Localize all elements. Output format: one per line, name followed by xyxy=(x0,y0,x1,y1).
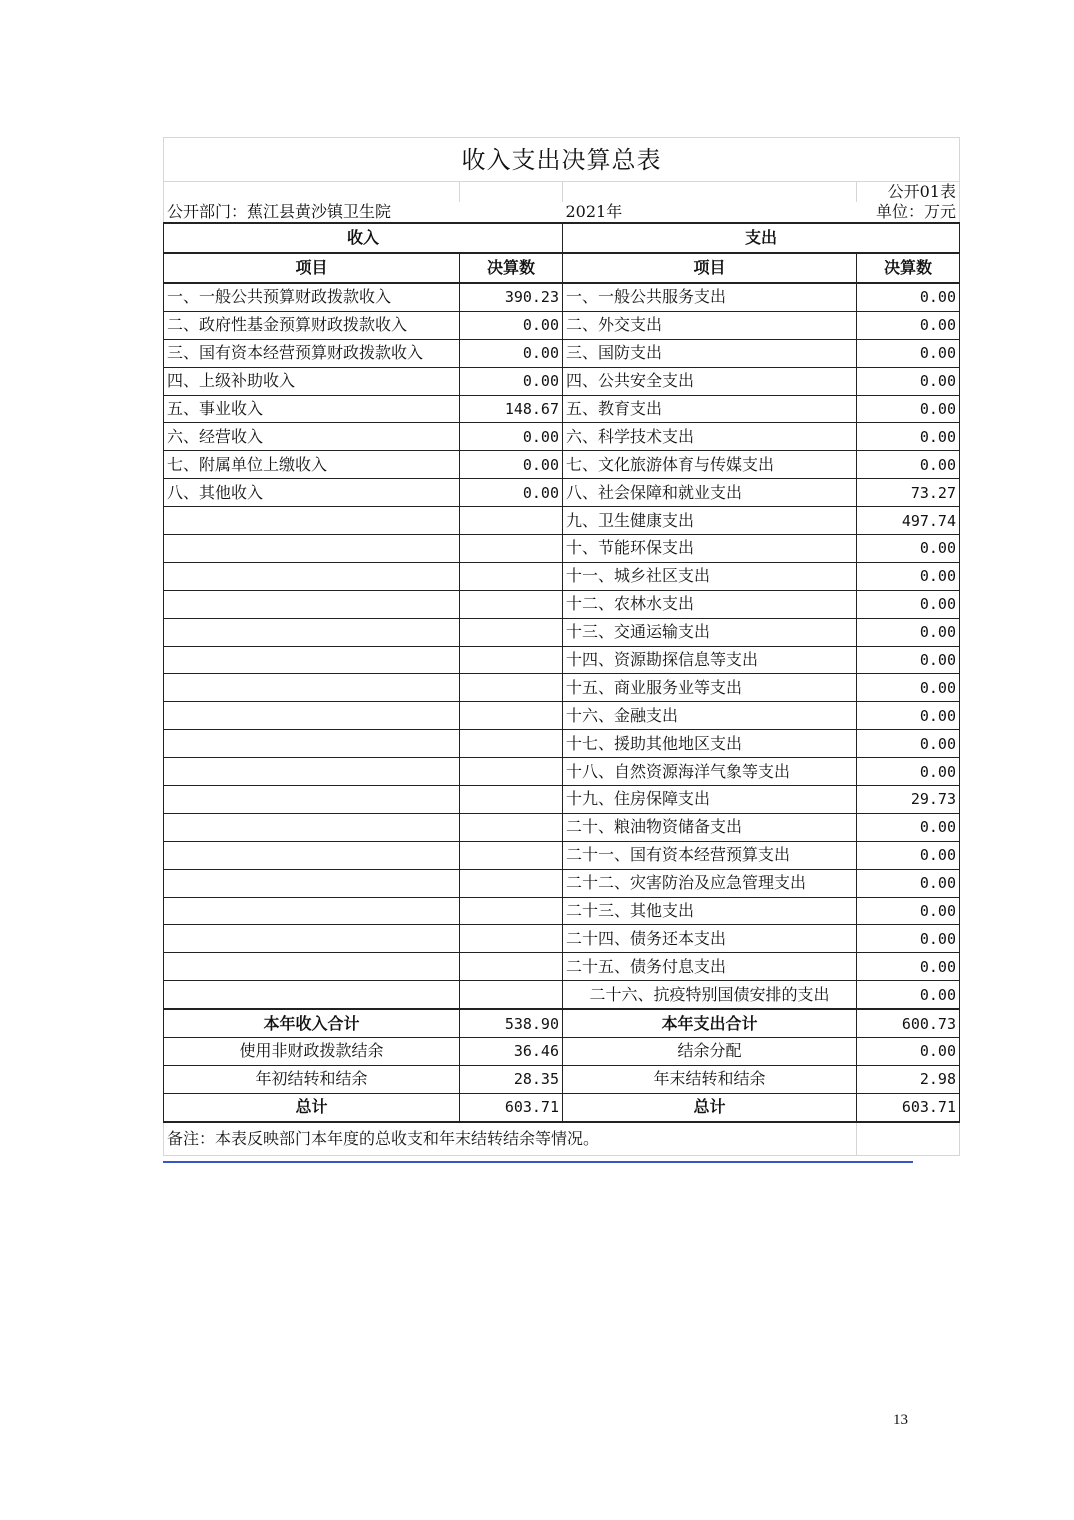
income-header: 收入 xyxy=(164,223,563,253)
income-item xyxy=(164,841,460,869)
income-amount xyxy=(460,925,563,953)
table-row xyxy=(164,395,960,423)
income-item xyxy=(164,869,460,897)
table-row xyxy=(164,590,960,618)
table-row xyxy=(164,339,960,367)
income-item xyxy=(164,674,460,702)
table-row xyxy=(164,367,960,395)
expense-amount: 0.00 xyxy=(857,590,960,618)
expense-item: 一、一般公共服务支出 xyxy=(563,283,857,311)
expense-item: 三、国防支出 xyxy=(563,339,857,367)
income-amount xyxy=(460,618,563,646)
expense-item: 六、科学技术支出 xyxy=(563,423,857,451)
income-item xyxy=(164,758,460,786)
expense-item: 五、教育支出 xyxy=(563,395,857,423)
blue-underline xyxy=(163,1161,913,1163)
income-amount xyxy=(460,646,563,674)
summary-income-item: 使用非财政拨款结余 xyxy=(164,1038,460,1066)
income-amount: 0.00 xyxy=(460,451,563,479)
income-item xyxy=(164,618,460,646)
year-label: 2021年 xyxy=(563,202,857,223)
income-amount xyxy=(460,869,563,897)
expense-amount: 0.00 xyxy=(857,897,960,925)
expense-item: 十四、资源勘探信息等支出 xyxy=(563,646,857,674)
income-item: 七、附属单位上缴收入 xyxy=(164,451,460,479)
income-item xyxy=(164,786,460,814)
table-row xyxy=(164,702,960,730)
summary-income-item: 总计 xyxy=(164,1093,460,1121)
income-item xyxy=(164,813,460,841)
income-amount: 148.67 xyxy=(460,395,563,423)
summary-income-item: 年初结转和结余 xyxy=(164,1065,460,1093)
expense-amount: 29.73 xyxy=(857,786,960,814)
income-amount: 0.00 xyxy=(460,311,563,339)
income-item: 八、其他收入 xyxy=(164,479,460,507)
summary-expense-amount: 603.71 xyxy=(857,1093,960,1121)
table-title: 收入支出决算总表 xyxy=(164,138,960,182)
expense-item: 二十、粮油物资储备支出 xyxy=(563,813,857,841)
summary-expense-item: 总计 xyxy=(563,1093,857,1121)
expense-amount: 0.00 xyxy=(857,618,960,646)
table-row xyxy=(164,618,960,646)
income-amount xyxy=(460,953,563,981)
income-amount xyxy=(460,674,563,702)
expense-amount: 0.00 xyxy=(857,311,960,339)
summary-income-amount: 603.71 xyxy=(460,1093,563,1121)
summary-row xyxy=(164,1009,960,1037)
income-amount-header: 决算数 xyxy=(460,253,563,283)
expense-amount: 0.00 xyxy=(857,395,960,423)
expense-item: 二十三、其他支出 xyxy=(563,897,857,925)
table-row xyxy=(164,758,960,786)
expense-amount: 0.00 xyxy=(857,981,960,1009)
expense-amount: 497.74 xyxy=(857,507,960,535)
income-item xyxy=(164,981,460,1009)
expense-item: 二十一、国有资本经营预算支出 xyxy=(563,841,857,869)
expense-item: 四、公共安全支出 xyxy=(563,367,857,395)
expense-amount: 0.00 xyxy=(857,562,960,590)
income-item: 五、事业收入 xyxy=(164,395,460,423)
table-row xyxy=(164,674,960,702)
income-item xyxy=(164,925,460,953)
table-row xyxy=(164,981,960,1009)
summary-expense-item: 本年支出合计 xyxy=(563,1009,857,1037)
table-row xyxy=(164,311,960,339)
note-row xyxy=(164,1122,960,1156)
table-row xyxy=(164,841,960,869)
table-row xyxy=(164,925,960,953)
expense-item: 八、社会保障和就业支出 xyxy=(563,479,857,507)
table-row xyxy=(164,730,960,758)
expense-item: 十七、援助其他地区支出 xyxy=(563,730,857,758)
income-amount xyxy=(460,590,563,618)
table-row xyxy=(164,646,960,674)
table-row xyxy=(164,953,960,981)
income-amount: 0.00 xyxy=(460,339,563,367)
page-number: 13 xyxy=(893,1412,908,1428)
expense-amount: 73.27 xyxy=(857,479,960,507)
income-amount xyxy=(460,535,563,563)
summary-income-amount: 538.90 xyxy=(460,1009,563,1037)
expense-amount: 0.00 xyxy=(857,283,960,311)
income-expense-table xyxy=(163,137,960,1156)
expense-item: 二、外交支出 xyxy=(563,311,857,339)
income-amount: 0.00 xyxy=(460,479,563,507)
summary-income-amount: 36.46 xyxy=(460,1038,563,1066)
expense-item: 十九、住房保障支出 xyxy=(563,786,857,814)
table-row xyxy=(164,813,960,841)
income-amount xyxy=(460,702,563,730)
expense-amount: 0.00 xyxy=(857,730,960,758)
expense-item: 九、卫生健康支出 xyxy=(563,507,857,535)
income-amount xyxy=(460,897,563,925)
income-amount: 390.23 xyxy=(460,283,563,311)
income-amount xyxy=(460,841,563,869)
expense-item: 七、文化旅游体育与传媒支出 xyxy=(563,451,857,479)
income-item xyxy=(164,646,460,674)
expense-amount: 0.00 xyxy=(857,841,960,869)
expense-item: 十六、金融支出 xyxy=(563,702,857,730)
table-row xyxy=(164,423,960,451)
income-item xyxy=(164,897,460,925)
expense-amount: 0.00 xyxy=(857,339,960,367)
expense-amount: 0.00 xyxy=(857,535,960,563)
income-amount xyxy=(460,730,563,758)
expense-item-header: 项目 xyxy=(563,253,857,283)
table-row xyxy=(164,507,960,535)
summary-expense-item: 结余分配 xyxy=(563,1038,857,1066)
expense-amount: 0.00 xyxy=(857,758,960,786)
table-row xyxy=(164,283,960,311)
note-blank xyxy=(857,1122,960,1156)
income-amount xyxy=(460,786,563,814)
meta-blank xyxy=(563,182,857,203)
expense-item: 十五、商业服务业等支出 xyxy=(563,674,857,702)
income-amount xyxy=(460,758,563,786)
expense-amount: 0.00 xyxy=(857,423,960,451)
income-item: 六、经营收入 xyxy=(164,423,460,451)
income-item xyxy=(164,730,460,758)
expense-item: 二十五、债务付息支出 xyxy=(563,953,857,981)
summary-expense-amount: 600.73 xyxy=(857,1009,960,1037)
income-item xyxy=(164,535,460,563)
expense-amount: 0.00 xyxy=(857,925,960,953)
unit-label: 单位：万元 xyxy=(857,202,960,223)
expense-amount: 0.00 xyxy=(857,953,960,981)
income-item: 三、国有资本经营预算财政拨款收入 xyxy=(164,339,460,367)
expense-item: 十二、农林水支出 xyxy=(563,590,857,618)
summary-row xyxy=(164,1038,960,1066)
expense-item: 十、节能环保支出 xyxy=(563,535,857,563)
table-row xyxy=(164,562,960,590)
income-item xyxy=(164,507,460,535)
summary-expense-amount: 0.00 xyxy=(857,1038,960,1066)
expense-amount: 0.00 xyxy=(857,813,960,841)
income-item xyxy=(164,702,460,730)
table-row xyxy=(164,897,960,925)
expense-header: 支出 xyxy=(563,223,960,253)
meta-blank xyxy=(460,182,563,203)
expense-amount: 0.00 xyxy=(857,702,960,730)
expense-item: 十三、交通运输支出 xyxy=(563,618,857,646)
income-item xyxy=(164,562,460,590)
table-row xyxy=(164,786,960,814)
table-row xyxy=(164,479,960,507)
table-code: 公开01表 xyxy=(857,182,960,203)
income-item xyxy=(164,953,460,981)
table-note: 备注：本表反映部门本年度的总收支和年末结转结余等情况。 xyxy=(164,1122,857,1156)
expense-amount: 0.00 xyxy=(857,646,960,674)
income-item xyxy=(164,590,460,618)
income-amount xyxy=(460,562,563,590)
expense-item: 二十六、抗疫特别国债安排的支出 xyxy=(563,981,857,1009)
income-item: 一、一般公共预算财政拨款收入 xyxy=(164,283,460,311)
expense-item: 二十二、灾害防治及应急管理支出 xyxy=(563,869,857,897)
expense-amount-header: 决算数 xyxy=(857,253,960,283)
summary-row xyxy=(164,1093,960,1121)
budget-sheet xyxy=(163,137,959,1156)
summary-expense-item: 年末结转和结余 xyxy=(563,1065,857,1093)
summary-expense-amount: 2.98 xyxy=(857,1065,960,1093)
expense-amount: 0.00 xyxy=(857,367,960,395)
expense-amount: 0.00 xyxy=(857,674,960,702)
income-amount: 0.00 xyxy=(460,423,563,451)
summary-income-amount: 28.35 xyxy=(460,1065,563,1093)
income-amount xyxy=(460,813,563,841)
income-item: 四、上级补助收入 xyxy=(164,367,460,395)
income-amount xyxy=(460,507,563,535)
table-row xyxy=(164,869,960,897)
expense-item: 十一、城乡社区支出 xyxy=(563,562,857,590)
expense-item: 二十四、债务还本支出 xyxy=(563,925,857,953)
table-row xyxy=(164,451,960,479)
expense-amount: 0.00 xyxy=(857,869,960,897)
income-item-header: 项目 xyxy=(164,253,460,283)
income-amount: 0.00 xyxy=(460,367,563,395)
summary-row xyxy=(164,1065,960,1093)
department-label: 公开部门：蕉江县黄沙镇卫生院 xyxy=(164,202,563,223)
income-item: 二、政府性基金预算财政拨款收入 xyxy=(164,311,460,339)
table-row xyxy=(164,535,960,563)
income-amount xyxy=(460,981,563,1009)
summary-income-item: 本年收入合计 xyxy=(164,1009,460,1037)
meta-blank xyxy=(164,182,460,203)
expense-item: 十八、自然资源海洋气象等支出 xyxy=(563,758,857,786)
expense-amount: 0.00 xyxy=(857,451,960,479)
